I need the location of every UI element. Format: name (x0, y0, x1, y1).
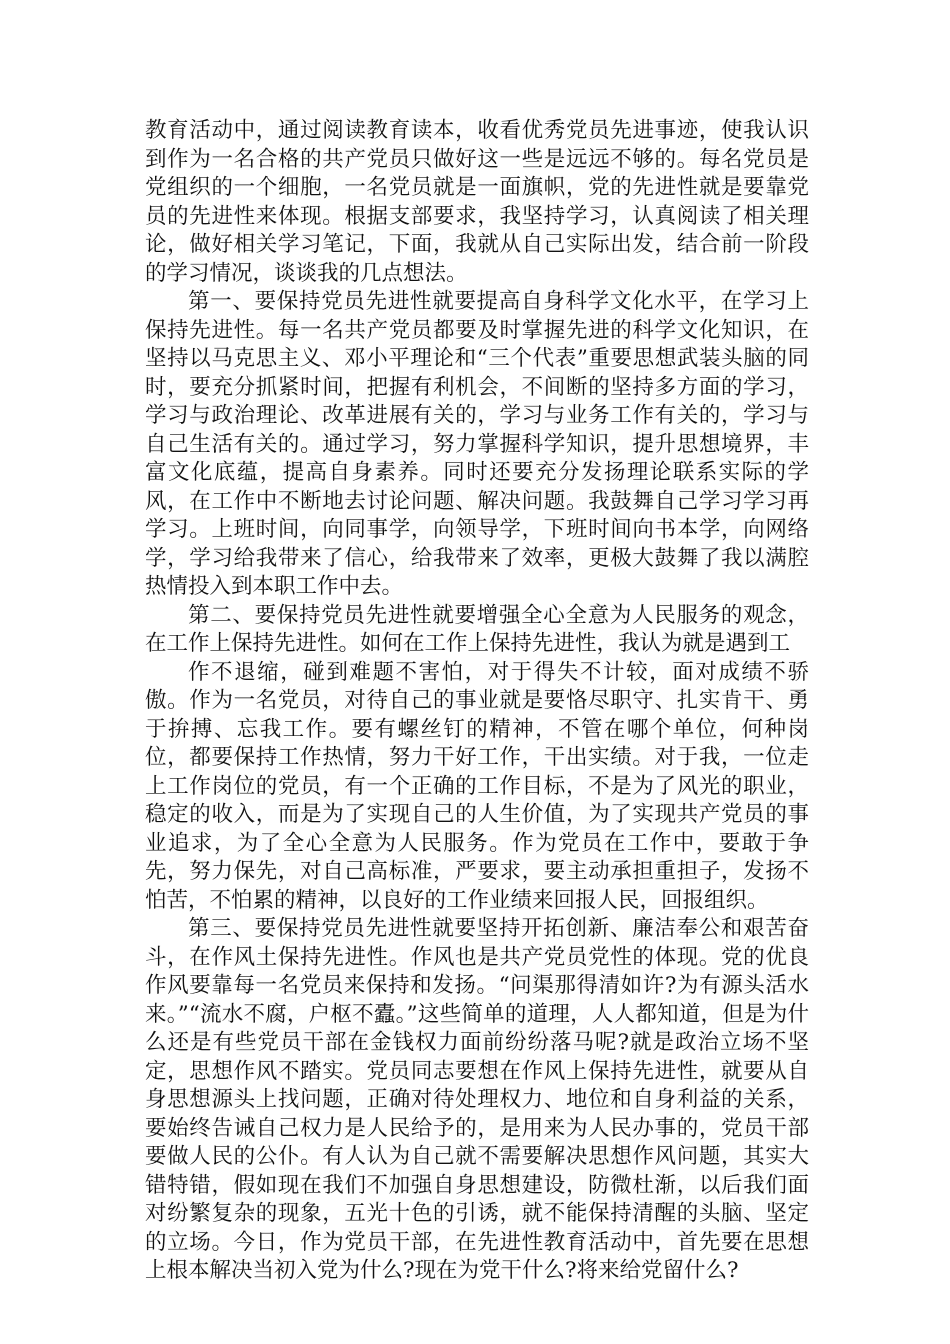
paragraph-intro: 教育活动中，通过阅读教育读本，收看优秀党员先进事迹，使我认识到作为一名合格的共产党员只做好这一些是远远不够的。每名党员是党组织的一个细胞，一名党员就是一面旗帜，党的先进性就是要靠党员的先进性来体现。根据支部要求，我坚持学习，认真阅读了相关理论，做好相关学习笔记，下面，我就从自己实际出发，结合前一阶段的学习情况，谈谈我的几点想法。 (145, 118, 809, 286)
document-page (145, 117, 809, 1286)
paragraph-third-point: 第三、要保持党员先进性就要坚持开拓创新、廉洁奉公和艰苦奋斗，在作风土保持先进性。作风也是共产党员党性的体现。党的优良作风要靠每一名党员来保持和发扬。“问渠那得清如许?为有源头活水来。”“流水不腐，户枢不蠹。”这些简单的道理，人人都知道，但是为什么还是有些党员干部在金钱权力面前纷纷落马呢?就是政治立场不坚定，思想作风不踏实。党员同志要想在作风上保持先进性，就要从自身思想源头上找问题，正确对待处理权力、地位和自身利益的关系，要始终告诫自己权力是人民给予的，是用来为人民办事的，党员干部要做人民的公仆。有人认为自己就不需要解决思想作风问题，其实大错特错，假如现在我们不加强自身思想建设，防微杜渐，以后我们面对纷繁复杂的现象，五光十色的引诱，就不能保持清醒的头脑、坚定的立场。今日，作为党员干部，在先进性教育活动中，首先要在思想上根本解决当初入党为什么?现在为党干什么?将来给党留什么? (145, 916, 809, 1283)
paragraph-second-point: 第二、要保持党员先进性就要增强全心全意为人民服务的观念，在工作上保持先进性。如何在工作上保持先进性，我认为就是遇到工 (145, 602, 809, 656)
paragraph-second-point-continued: 作不退缩，碰到难题不害怕，对于得失不计较，面对成绩不骄傲。作为一名党员，对待自己的事业就是要恪尽职守、扎实肯干、勇于拚搏、忘我工作。要有螺丝钉的精神，不管在哪个单位，何种岗位，都要保持工作热情，努力干好工作，干出实绩。对于我，一位走上工作岗位的党员，有一个正确的工作目标，不是为了风光的职业，稳定的收入，而是为了实现自己的人生价值，为了实现共产党员的事业追求，为了全心全意为人民服务。作为党员在工作中，要敢于争先，努力保先，对自己高标准，严要求，要主动承担重担子，发扬不怕苦，不怕累的精神，以良好的工作业绩来回报人民，回报组织。 (145, 659, 809, 913)
paragraph-first-point: 第一、要保持党员先进性就要提高自身科学文化水平，在学习上保持先进性。每一名共产党员都要及时掌握先进的科学文化知识，在坚持以马克思主义、邓小平理论和“三个代表”重要思想武装头脑的同时，要充分抓紧时间，把握有利机会，不间断的坚持多方面的学习，学习与政治理论、改革进展有关的，学习与业务工作有关的，学习与自己生活有关的。通过学习，努力掌握科学知识，提升思想境界，丰富文化底蕴，提高自身素养。同时还要充分发扬理论联系实际的学风，在工作中不断地去讨论问题、解决问题。我鼓舞自己学习学习再学习。上班时间，向同事学，向领导学，下班时间向书本学，向网络学，学习给我带来了信心，给我带来了效率，更极大鼓舞了我以满腔热情投入到本职工作中去。 (145, 289, 809, 599)
